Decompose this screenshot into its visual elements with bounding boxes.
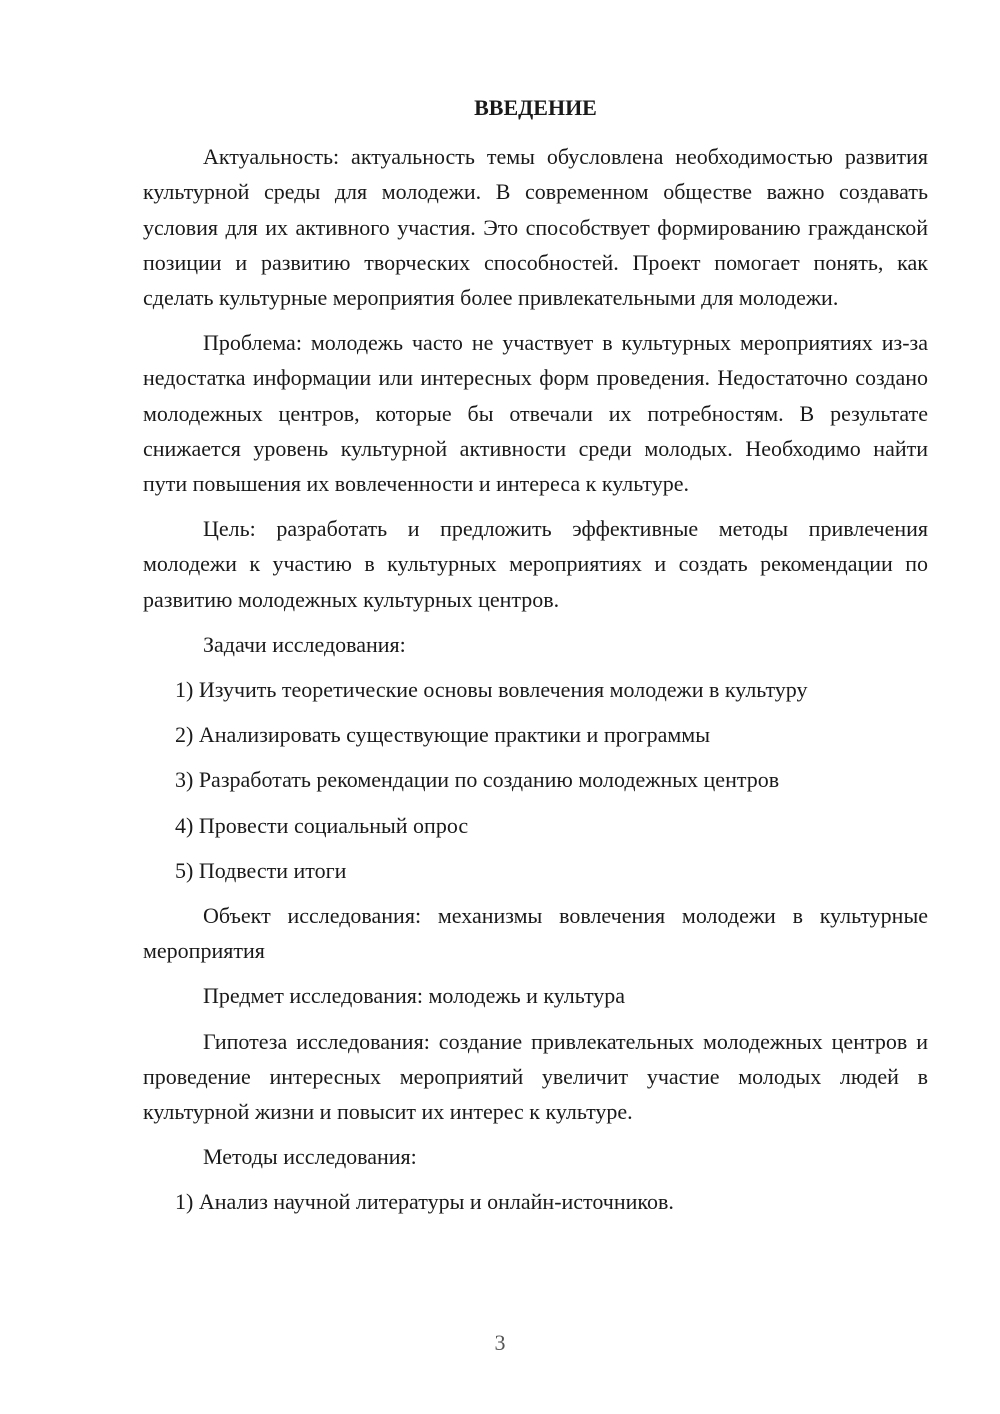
methods-heading: Методы исследования: <box>203 1144 417 1170</box>
goal-paragraph: Цель: разработать и предложить эффективные методы привлечения молодежи к участию в культурных мероприятиях и создать рекомендации по развитию молодежных культурных центров. <box>143 516 928 612</box>
task-item: 5) Подвести итоги <box>175 857 347 883</box>
relevance-paragraph: Актуальность: актуальность темы обусловлена необходимостью развития культурной среды для молодежи. В современном обществе важно создавать условия для их активного участия. Это способствует формированию гражданской позиции и развитию творческих способностей. Проект помогает понять, как сделать культурные мероприятия более привлекательными для молодежи. <box>143 144 928 311</box>
subject-line: Предмет исследования: молодежь и культура <box>203 983 626 1009</box>
object-paragraph: Объект исследования: механизмы вовлечения молодежи в культурные мероприятия <box>143 903 928 964</box>
page-number: 3 <box>494 1330 506 1355</box>
hypothesis-paragraph: Гипотеза исследования: создание привлекательных молодежных центров и проведение интересных мероприятий увеличит участие молодых людей в культурной жизни и повысит их интерес к культуре. <box>143 1028 928 1125</box>
method-item: 1) Анализ научной литературы и онлайн-источников. <box>175 1189 674 1215</box>
problem-paragraph: Проблема: молодежь часто не участвует в культурных мероприятиях из-за недостатка информации или интересных форм проведения. Недостаточно создано молодежных центров, которые бы отвечали их потребностям. В результате снижается уровень культурной активности среди молодых. Необходимо найти пути повышения их вовлеченности и интереса к культуре. <box>143 330 928 497</box>
task-item: 1) Изучить теоретические основы вовлечения молодежи в культуру <box>175 677 808 703</box>
tasks-heading: Задачи исследования: <box>203 631 406 657</box>
task-item: 2) Анализировать существующие практики и программы <box>175 722 711 748</box>
document-page <box>143 90 928 1230</box>
task-item: 4) Провести социальный опрос <box>175 812 469 838</box>
section-title: ВВЕДЕНИЕ <box>474 95 597 120</box>
task-item: 3) Разработать рекомендации по созданию молодежных центров <box>175 767 780 793</box>
